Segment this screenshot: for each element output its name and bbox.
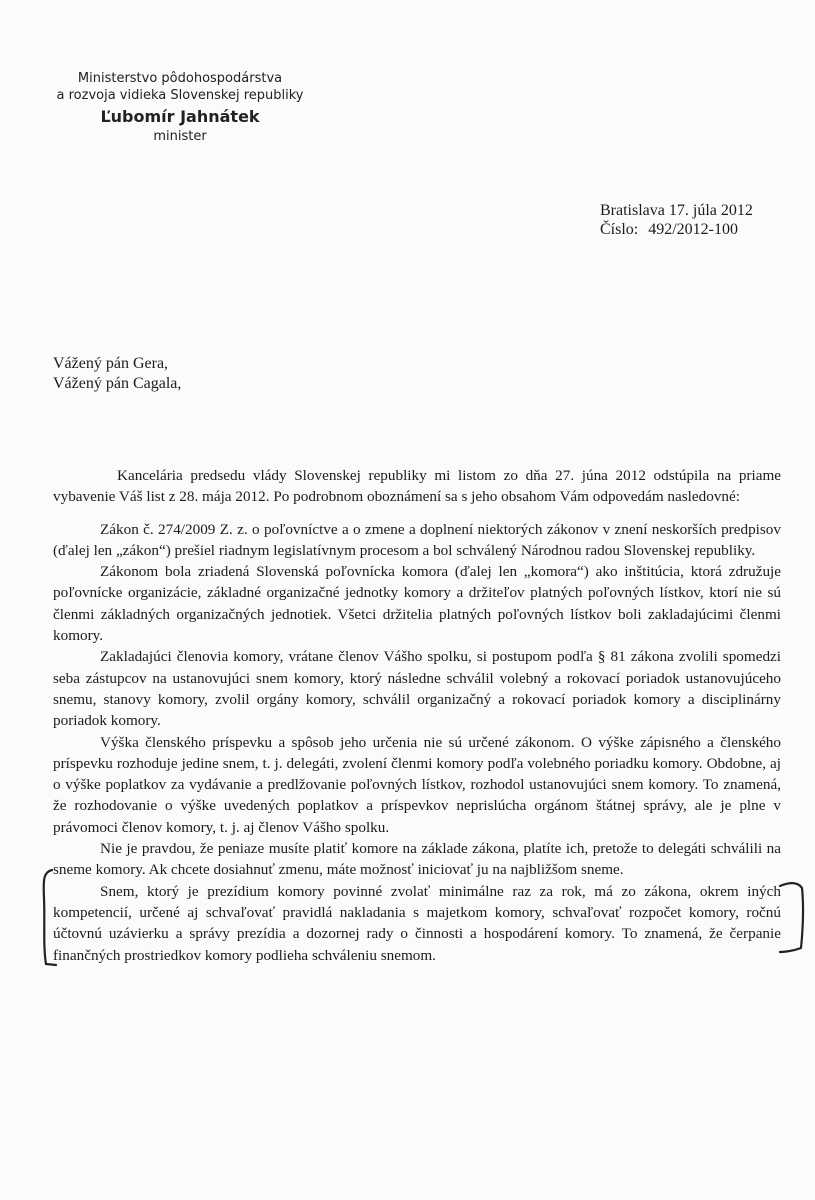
- reference-number: 492/2012-100: [648, 221, 739, 238]
- paragraph-chamber: Zákonom bola zriadená Slovenská poľovnícka komora (ďalej len „komora“) ako inštitúcia, ktorá združuje poľovnícke organizácie, základné organizačné jednotky komory a držiteľov platných poľovných lístkov, ktorí nie sú členmi základných organizačných jednotiek. Všetci držitelia platných poľovných lístkov boli zakladajúcimi členmi komory.: [53, 563, 781, 645]
- paragraph-intro: Kancelária predsedu vlády Slovenskej republiky mi listom zo dňa 27. júna 2012 odstúpila na priame vybavenie Váš list z 28. mája 2012. Po podrobnom oboznámení sa s jeho obsahom Vám odpovedám nasledovné:: [53, 467, 781, 506]
- reference-line: [600, 220, 753, 239]
- ministry-name-line1: Ministerstvo pôdohospodárstva: [77, 71, 283, 86]
- paragraph-assembly: Snem, ktorý je prezídium komory povinné zvolať minimálne raz za rok, má zo zákona, okrem iných kompetencií, určené aj schvaľovať pravidlá nakladania s majetkom komory, schvaľovať rozpočet komory, ročnú účtovnú uzávierku a správy prezídia a dozornej rady o činnosti a hospodárení komory. To znamená, že čerpanie finančných prostriedkov komory podlieha schváleniu snemom.: [53, 882, 781, 964]
- paragraph-membership-fee: Výška členského príspevku a spôsob jeho určenia nie sú určené zákonom. O výške zápisného a členského príspevku rozhoduje jedine snem, t. j. delegáti, zvolení členmi komory podľa volebného poriadku komory. Obdobne, aj o výške poplatkov za vydávanie a predlžovanie poľovných lístkov, rozhodol ustanovujúci snem komory. To znamená, že rozhodovanie o výške uvedených poplatkov a príspevkov neprislúcha orgánom štátnej správy, ale je plne v právomoci členov komory, t. j. aj členov Vášho spolku.: [53, 733, 781, 836]
- ministry-name-line2: a rozvoja vidieka Slovenskej republiky: [56, 88, 304, 103]
- reference-label: Číslo:: [600, 221, 639, 238]
- paragraph-law: Zákon č. 274/2009 Z. z. o poľovníctve a o zmene a doplnení niektorých zákonov v znení neskorších predpisov (ďalej len „zákon“) prešiel riadnym legislatívnym procesom a bol schválený Národnou radou Slovenskej republiky.: [53, 520, 781, 559]
- salutation-line1: Vážený pán Gera,: [53, 355, 169, 372]
- letter-body: [53, 465, 781, 966]
- right-handwritten-bracket: [778, 878, 808, 958]
- paragraph-founding-members: Zakladajúci členovia komory, vrátane členov Vášho spolku, si postupom podľa § 81 zákona zvolili spomedzi seba zástupcov na ustanovujúci snem komory, ktorý následne schválil volebný a rokovací poriadok ustanovujúceho snemu, stanovy komory, zvolil orgány komory, schválil organizačný a rokovací poriadok komory a disciplinárny poriadok komory.: [53, 648, 781, 730]
- salutation: [53, 354, 181, 394]
- paragraph-payment: Nie je pravdou, že peniaze musíte platiť komore na základe zákona, platíte ich, pretože to delegáti schválili na sneme komory. Ak chcete dosiahnuť zmenu, máte možnosť iniciovať ju na najbližšom sneme.: [53, 840, 781, 879]
- date-reference-block: [600, 201, 753, 239]
- place-date: Bratislava 17. júla 2012: [600, 202, 753, 219]
- minister-name: Ľubomír Jahnátek: [100, 107, 260, 126]
- letterhead: [30, 70, 330, 145]
- salutation-line2: Vážený pán Cagala,: [53, 375, 182, 392]
- minister-role: minister: [153, 129, 207, 144]
